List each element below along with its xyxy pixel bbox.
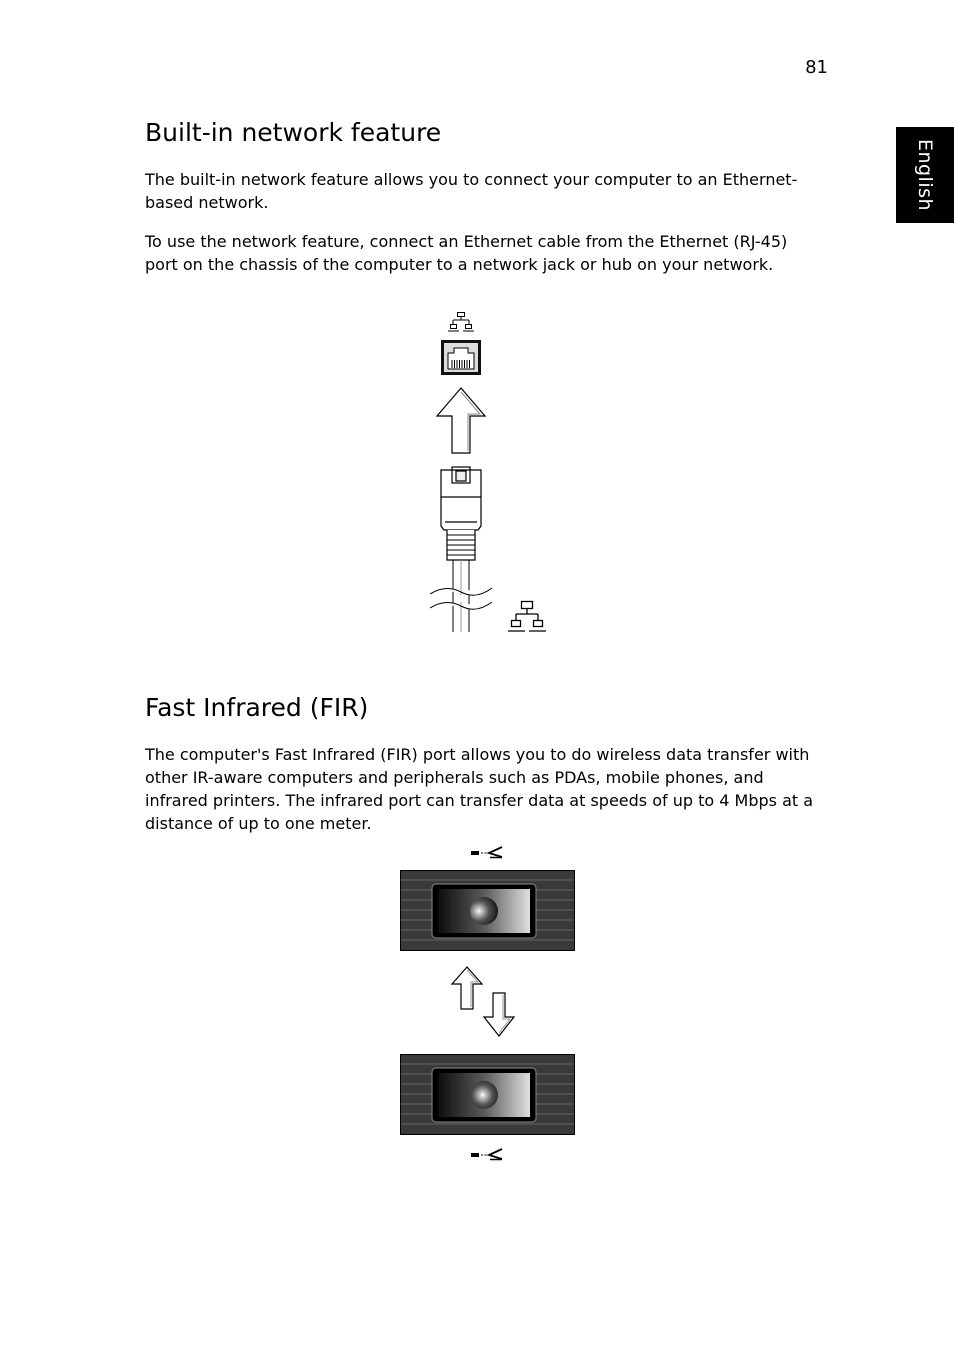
- ir-port-icon-2: [400, 1054, 575, 1135]
- infrared-icon: [470, 845, 504, 859]
- rj45-plug-icon: [430, 464, 494, 634]
- ethernet-port-icon: [440, 339, 482, 376]
- small-network-icon: [448, 311, 474, 333]
- network-icon: [508, 600, 546, 634]
- fir-paragraph-1: The computer's Fast Infrared (FIR) port allows you to do wireless data transfer with other IR-aware computers and peripherals such as PDAs, mobile phones, and infrared printers. The infrared port can transfer data at speeds of up to 4 Mbps at a distance of up to one meter.: [145, 745, 814, 833]
- section-title-fir: Fast Infrared (FIR): [145, 693, 369, 722]
- bidirectional-arrows-icon: [450, 965, 520, 1039]
- language-tab: [896, 127, 954, 223]
- page-number: 81: [805, 57, 828, 78]
- ir-port-icon: [400, 870, 575, 951]
- language-tab-label: English: [914, 138, 936, 212]
- section-title-network: Built-in network feature: [145, 118, 442, 147]
- network-paragraph-2: To use the network feature, connect an Ethernet cable from the Ethernet (RJ-45) port on the chassis of the computer to a network jack or hub on your network.: [145, 232, 788, 274]
- network-paragraph-1: The built-in network feature allows you to connect your computer to an Ethernet-based network.: [145, 170, 798, 212]
- up-arrow-icon: [434, 386, 488, 456]
- infrared-icon-2: [470, 1147, 504, 1161]
